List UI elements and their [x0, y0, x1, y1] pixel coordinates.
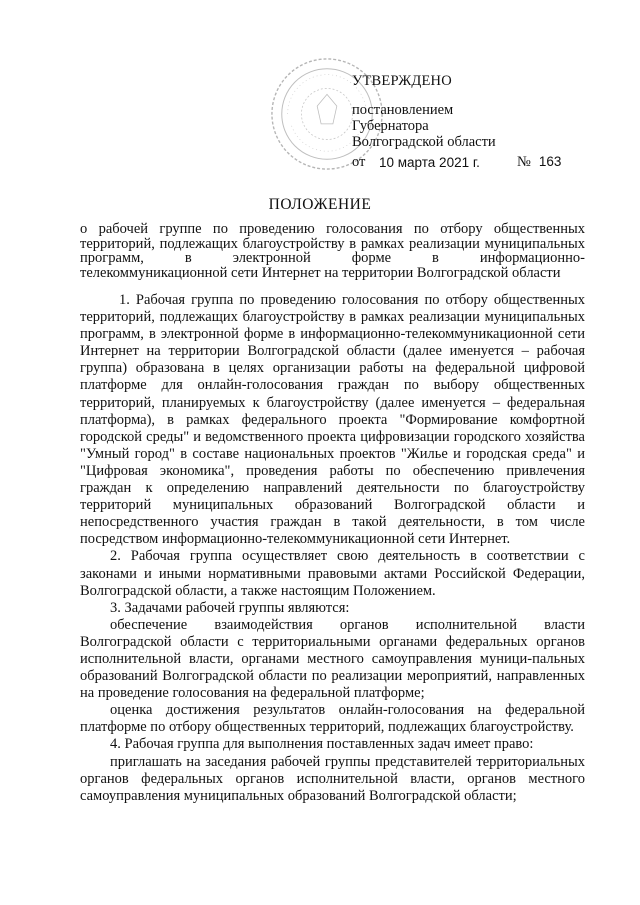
decree-date: 10 марта 2021 г.	[379, 155, 480, 170]
date-prefix: от	[352, 154, 366, 170]
document-body	[80, 292, 585, 805]
approved-label: УТВЕРЖДЕНО	[352, 73, 452, 89]
approved-by-line-1: постановлением	[352, 102, 454, 118]
number-label: №	[517, 154, 531, 170]
paragraph-4: 4. Рабочая группа для выполнения поставленных задач имеет право:	[110, 736, 534, 753]
decree-date-line	[352, 154, 592, 171]
paragraph-4-item-1: приглашать на заседания рабочей группы представителей территориальных органов федеральных органов исполнительной власти, органов местного самоуправления муниципальных образований Волгоградской области;	[80, 753, 585, 804]
paragraph-3: 3. Задачами рабочей группы являются:	[110, 599, 350, 616]
paragraph-1: 1. Рабочая группа по проведению голосования по отбору общественных территорий, подлежащих благоустройству в рамках реализации муниципальных программ, в электронной форме в информационно-телекоммуникационной сети Интернет на территории Волгоградской области (далее именуется – рабочая группа) образована в целях организации работы на федеральной цифровой платформе для онлайн-голосования граждан по выбору общественных территорий, планируемых к благоустройству (далее именуется – федеральная платформа), в рамках федерального проекта "Формирование комфортной городской среды" и ведомственного проекта цифровизации городского хозяйства "Умный город" в составе национальных проектов "Жилье и городская среда" и "Цифровая экономика", проведения работы по обеспечению привлечения граждан к определению направлений деятельности по благоустройству территорий муниципальных образований Волгоградской области и непосредственного участия граждан в такой деятельности, в том числе посредством информационно-телекоммуникационной сети Интернет.	[80, 292, 585, 548]
number-value: 163	[538, 154, 562, 169]
subtitle-last-line: телекоммуникационной сети Интернет на территории Волгоградской области	[80, 264, 561, 281]
paragraph-2: 2. Рабочая группа осуществляет свою деятельность в соответствии с законами и иными нормативными правовыми актами Российской Федерации, Волгоградской области, а также настоящим Положением.	[80, 548, 585, 599]
approved-by-line-3: Волгоградской области	[352, 134, 496, 150]
paragraph-3-item-2: оценка достижения результатов онлайн-голосования на федеральной платформе по отбору общественных территорий, подлежащих благоустройству.	[80, 702, 585, 736]
approved-by-line-2: Губернатора	[352, 118, 429, 134]
paragraph-3-item-1: обеспечение взаимодействия органов исполнительной власти Волгоградской области с территориальными органами федеральных органов исполнительной власти, органами местного самоуправления муници-пальных образований Волгоградской области по реализации мероприятий, направленных на проведение голосования на федеральной платформе;	[80, 616, 585, 702]
decree-number	[517, 154, 561, 171]
document-title: ПОЛОЖЕНИЕ	[268, 196, 372, 213]
document-subtitle	[80, 222, 585, 280]
subtitle-main: о рабочей группе по проведению голосования по отбору общественных территорий, подлежащих благоустройству в рамках реализации муниципальных программ, в электронной форме в информационно-	[80, 221, 585, 267]
